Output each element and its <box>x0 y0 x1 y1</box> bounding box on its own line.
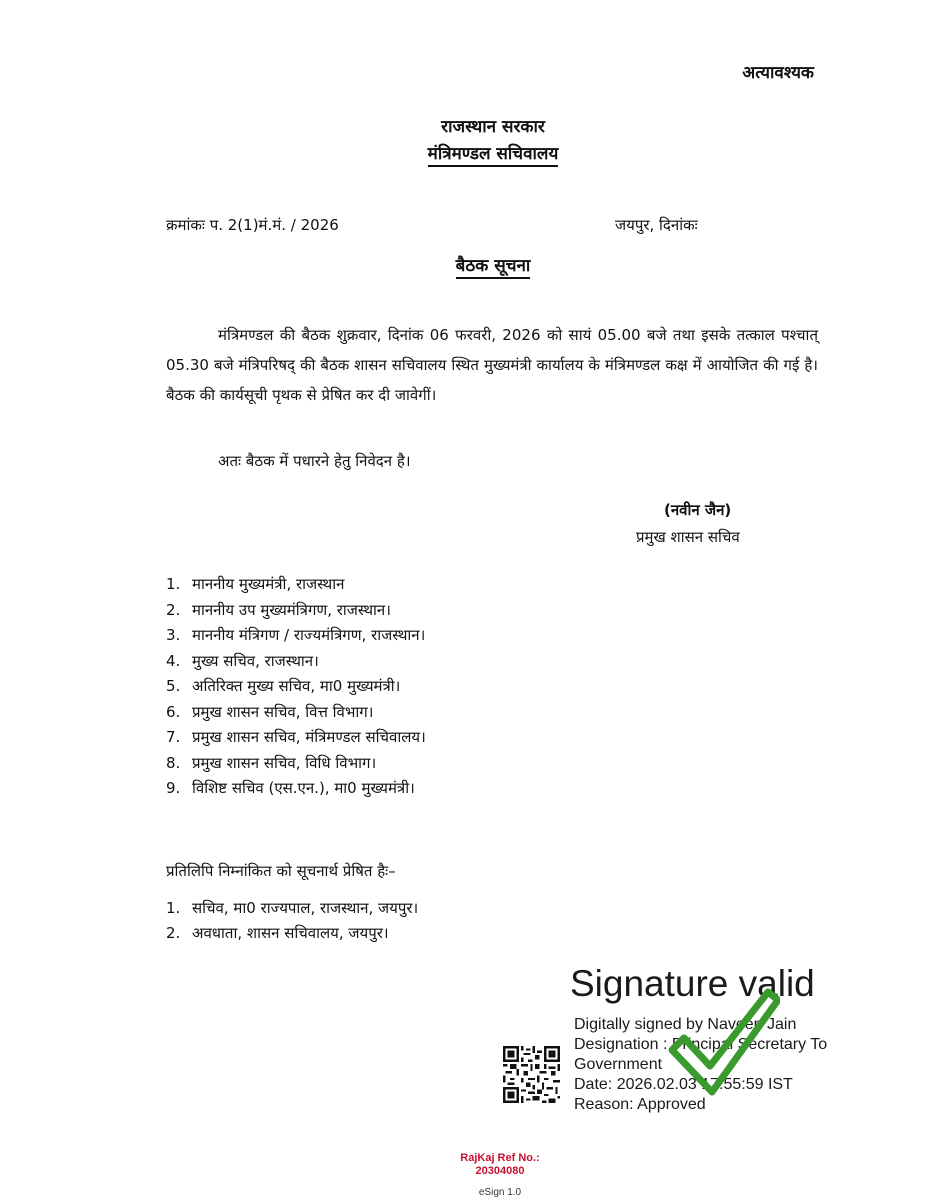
list-item: 1. माननीय मुख्यमंत्री, राजस्थान <box>166 575 345 593</box>
list-item: 9. विशिष्ट सचिव (एस.एन.), मा0 मुख्यमंत्री। <box>166 779 415 797</box>
copy-heading: प्रतिलिपि निम्नांकित को सूचनार्थ प्रेषित हैः– <box>166 862 396 880</box>
signatory-designation: प्रमुख शासन सचिव <box>636 528 740 546</box>
list-item: 2. अवधाता, शासन सचिवालय, जयपुर। <box>166 924 389 942</box>
signature-signed-by: Digitally signed by Naveen Jain <box>574 1016 797 1033</box>
department-heading <box>0 141 952 164</box>
list-item: 6. प्रमुख शासन सचिव, वित्त विभाग। <box>166 702 374 721</box>
signature-designation-cont: Government <box>574 1056 663 1073</box>
signature-date: Date: 2026.02.03 17:55:59 IST <box>574 1076 793 1093</box>
esign-version: eSign 1.0 <box>478 1187 522 1198</box>
request-line: अतः बैठक में पधारने हेतु निवेदन है। <box>218 452 411 470</box>
reference-number: क्रमांकः प. 2(1)मं.मं. / 2026 <box>166 216 339 234</box>
list-item: 8. प्रमुख शासन सचिव, विधि विभाग। <box>166 753 377 772</box>
signature-designation: Designation : Principal Secretary To <box>574 1036 828 1053</box>
signature-status: Signature valid <box>570 963 815 1004</box>
body-paragraph: मंत्रिमण्डल की बैठक शुक्रवार, दिनांक 06 फरवरी, 2026 को सायं 05.00 बजे तथा इसके तत्काल पश्चात् 05.30 बजे मंत्रिपरिषद् की बैठक शासन सचिवालय स्थित मुख्यमंत्री कार्यालय के मंत्रिमण्डल कक्ष में आयोजित की गई है। बैठक की कार्यसूची पृथक से प्रेषित कर दी जावेगीं। <box>166 326 818 404</box>
checkmark-icon <box>668 988 780 1096</box>
list-item: 4. मुख्य सचिव, राजस्थान। <box>166 651 319 670</box>
government-heading: राजस्थान सरकार <box>441 117 545 137</box>
subject-heading-text: बैठक सूचना <box>456 256 531 279</box>
department-heading-text: मंत्रिमण्डल सचिवालय <box>428 144 559 167</box>
qr-code-icon <box>503 1046 560 1103</box>
rajkaj-ref-number: 20304080 <box>475 1165 525 1177</box>
urgency-label: अत्यावश्यक <box>742 63 814 83</box>
signature-reason: Reason: Approved <box>574 1096 706 1113</box>
copy-list <box>166 896 418 946</box>
rajkaj-ref-label: RajKaj Ref No.: <box>460 1152 540 1164</box>
subject-heading <box>0 253 952 276</box>
list-item: 5. अतिरिक्त मुख्य सचिव, मा0 मुख्यमंत्री। <box>166 677 401 695</box>
place-date: जयपुर, दिनांकः <box>615 216 698 234</box>
recipients-list <box>166 572 426 802</box>
rajkaj-reference <box>440 1152 560 1178</box>
list-item: 2. माननीय उप मुख्यमंत्रिगण, राजस्थान। <box>166 600 391 619</box>
list-item: 1. सचिव, मा0 राज्यपाल, राजस्थान, जयपुर। <box>166 899 419 917</box>
list-item: 3. माननीय मंत्रिगण / राज्यमंत्रिगण, राजस्थान। <box>166 626 426 644</box>
signatory-name: (नवीन जैन) <box>664 501 732 519</box>
list-item: 7. प्रमुख शासन सचिव, मंत्रिमण्डल सचिवालय। <box>166 728 426 746</box>
